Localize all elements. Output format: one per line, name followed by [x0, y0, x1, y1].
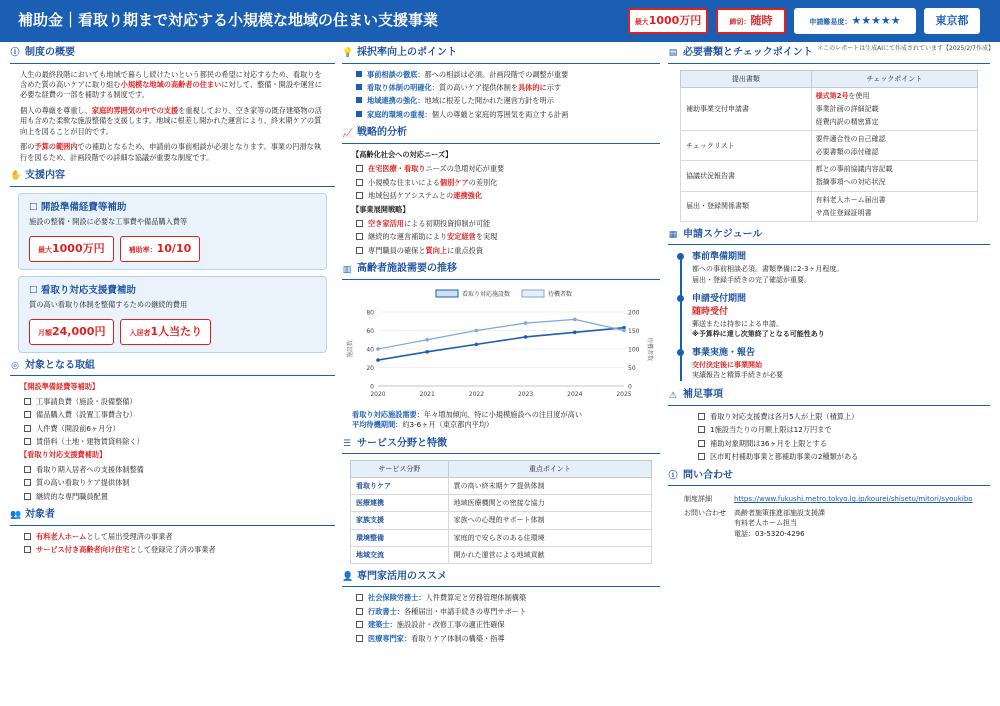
checkpoint-text: 経費内訳の精密算定	[815, 117, 879, 126]
checkpoint-cell	[811, 87, 977, 130]
data-point	[425, 338, 429, 342]
targets-title: 対象となる取組	[25, 359, 95, 371]
strategy-list	[342, 164, 660, 201]
data-point	[622, 328, 626, 332]
documents-table	[680, 70, 978, 222]
adoption-item	[356, 110, 646, 120]
field-name: 地域交流	[351, 546, 449, 563]
schedule-step-title: 申請受付期間	[692, 293, 747, 304]
checkbox-icon	[356, 179, 363, 186]
per-resident-pill: 入居者1人当たり	[120, 319, 211, 345]
checkpoint-text: 都との事前協議内容記載	[815, 165, 893, 174]
adoption-key: 看取り体制の明確化：	[367, 82, 439, 92]
checkbox-icon	[356, 621, 363, 628]
checkbox-icon	[698, 413, 705, 420]
contact-label: 制度詳細	[684, 495, 712, 504]
targets-group-title: 【開設準備経費等補助】	[20, 382, 100, 392]
list-icon: ☰	[342, 438, 352, 449]
document-icon: ▤	[668, 48, 678, 59]
strategy-text: による初期投資抑制が可能	[403, 218, 491, 228]
checkbox-icon	[356, 594, 363, 601]
schedule-step-desc: 実績報告と精算手続きが必要	[692, 371, 783, 380]
legend-label: 待機者数	[548, 290, 573, 298]
checkpoint-text: 要件適合性の自己確認	[815, 135, 886, 144]
schedule-step-title: 事前準備期間	[692, 252, 747, 263]
table-row	[351, 495, 652, 512]
table-header: チェックポイント	[811, 70, 977, 87]
checkpoint-highlight: 様式第2号	[815, 91, 849, 100]
demand-chart	[342, 286, 660, 404]
checkpoint-item	[816, 208, 973, 218]
info-icon: ⓘ	[10, 48, 20, 59]
schedule-timeline	[668, 251, 990, 380]
x-tick-label: 2021	[419, 390, 435, 398]
schedule-step-desc: 都への事前相談必須。書類準備に2-3ヶ月程度。	[692, 265, 844, 274]
checkbox-icon	[698, 453, 705, 460]
schedule-step-title: 事業実施・報告	[692, 348, 756, 359]
strategy-highlight: 在宅医療・看取り	[368, 164, 426, 174]
checkpoint-item	[816, 164, 973, 174]
fields-title: サービス分野と特徴	[357, 437, 447, 449]
square-bullet-icon	[356, 71, 362, 77]
adoption-title: 採択率向上のポイント	[357, 47, 457, 58]
support-card-desc: 質の高い看取り体制を整備するための継続的費用	[29, 300, 188, 310]
list-item-text: 区市町村補助事業と都補助事業の2種類がある	[710, 452, 859, 462]
overview-section	[10, 46, 335, 163]
list-item	[24, 397, 321, 407]
adoption-text: 質の高いケア提供体制を	[438, 82, 518, 92]
table-row	[351, 546, 652, 563]
supplement-list	[668, 412, 990, 463]
expert-desc: 人件費算定と労務管理体制構築	[425, 593, 527, 603]
checkpoint-item	[816, 117, 973, 127]
eligible-item: 有料老人ホームとして届出受理済の事業者	[24, 532, 321, 542]
checkbox-icon	[24, 411, 31, 418]
documents-section	[668, 46, 990, 222]
checkpoint-cell	[811, 161, 977, 191]
field-name: 医療連携	[351, 495, 449, 512]
checkbox-icon	[356, 635, 363, 642]
strategy-text: 小規模な住まいによる	[368, 177, 440, 187]
checkpoint-cell	[811, 131, 977, 161]
list-item-text: 1施設当たりの月額上限は12万円まで	[710, 425, 832, 435]
adoption-key: 家庭的環境の重視：	[367, 109, 432, 119]
square-bullet-icon	[356, 84, 362, 90]
experts-section	[342, 570, 660, 644]
expert-role: 行政書士：	[368, 606, 404, 616]
adoption-highlight: 具体的に	[517, 82, 547, 92]
targets-list	[10, 465, 335, 502]
y-tick-label-right: 150	[628, 327, 640, 335]
header-bar	[0, 0, 1000, 42]
adoption-text: 個人の尊厳と家庭的雰囲気を両立する計画	[431, 109, 569, 119]
y-tick-label-right: 0	[628, 383, 632, 391]
support-card-opening	[18, 193, 327, 270]
y-axis-label-right: 待機者数	[646, 336, 653, 361]
checkbox-icon	[356, 165, 363, 172]
demand-section	[342, 262, 660, 430]
y-tick-label-left: 20	[366, 364, 374, 372]
checkbox-icon	[356, 220, 363, 227]
strategy-highlight: 質向上	[425, 245, 448, 255]
schedule-step-desc: ※予算枠に達し次第終了となる可能性あり	[692, 329, 825, 338]
eligible-section	[10, 508, 335, 555]
table-row	[351, 478, 652, 495]
support-card-endoflife	[18, 276, 327, 353]
demand-caption-2: 平均待機期間：約3-6ヶ月（東京都内平均）	[352, 420, 494, 430]
targets-section	[10, 359, 335, 502]
supplement-section	[668, 388, 990, 462]
timeline-dot-icon	[677, 349, 684, 356]
checkbox-icon	[698, 440, 705, 447]
max-amount-badge: 最大1000万円	[628, 8, 708, 34]
expert-role: 医療専門家：	[368, 633, 412, 643]
strategy-text: に重点投資	[447, 245, 484, 255]
people-icon: 👥	[10, 510, 22, 521]
schedule-step	[692, 251, 990, 284]
adoption-item	[356, 96, 646, 106]
strategy-text: を実現	[475, 232, 498, 242]
support-card-title: ☐ 開設準備経費等補助	[29, 201, 127, 213]
strategy-text: 専門職員の確保と	[368, 245, 426, 255]
strategy-highlight: 安定経営	[447, 232, 476, 242]
document-name: チェックリスト	[681, 131, 812, 161]
list-item-text: 人件費（開設前6ヶ月分）	[36, 423, 120, 433]
support-title: 支援内容	[25, 170, 65, 181]
expert-desc: 各種届出・申請手続きの専門サポート	[403, 606, 527, 616]
list-item	[24, 478, 321, 488]
contact-title: 問い合わせ	[683, 469, 733, 481]
field-point: 家庭的で安らぎのある住環境	[448, 529, 651, 546]
support-card-desc: 施設の整備・開設に必要な工事費や備品購入費等	[29, 217, 188, 227]
region-badge: 東京都	[924, 8, 980, 34]
y-tick-label-left: 60	[366, 327, 374, 335]
adoption-text: 都への相談は必須。計画段階での調整が重要	[424, 69, 569, 79]
chart-icon: 📈	[342, 128, 354, 139]
field-point: 家族への心理的サポート体制	[448, 512, 651, 529]
column-right	[668, 46, 990, 547]
overview-title: 制度の概要	[25, 47, 75, 58]
strategy-item	[356, 232, 646, 242]
list-item	[24, 424, 321, 434]
y-tick-label-right: 50	[628, 364, 636, 372]
list-item	[698, 439, 976, 449]
strategy-title: 戦略的分析	[357, 127, 407, 139]
timeline-dot-icon	[677, 253, 684, 260]
strategy-group-title: 【高齢化社会への対応ニーズ】	[352, 149, 453, 159]
checkbox-icon	[24, 466, 31, 473]
checkbox-icon	[24, 479, 31, 486]
schedule-title: 申請スケジュール	[683, 228, 763, 240]
adoption-key: 地域連携の強化：	[367, 96, 425, 106]
table-header: 重点ポイント	[448, 461, 651, 478]
table-header: 提出書類	[681, 70, 812, 87]
targets-group-title: 【看取り対応支援費補助】	[20, 450, 107, 460]
generation-note: ＊このレポートは生成AIにて作成されています【2025/2/7作成】	[817, 45, 994, 52]
legend-label: 看取り対応施設数	[462, 290, 511, 298]
strategy-highlight: 連携強化	[453, 191, 483, 201]
adoption-key: 事前相談の徹底：	[367, 69, 425, 79]
overview-paragraph-2: 個人の尊厳を尊重し、家庭的雰囲気の中での支援を重視しており、空き家等の既存建築物の活用も含めた柔軟な施設整備を支援します。地域に根差し開かれた運営により、終末期ケアの質向上を図ることが目的です。	[20, 105, 322, 136]
subsidy-rate-pill: 補助率：10/10	[120, 236, 201, 262]
field-point: 地域医療機関との密接な協力	[448, 495, 651, 512]
difficulty-badge: 申請難易度：★★★★★	[794, 8, 916, 34]
schedule-step-desc: 郵送または持参による申請。	[692, 319, 783, 328]
checkpoint-item	[816, 177, 973, 187]
contact-table	[680, 492, 977, 541]
checkbox-icon	[356, 192, 363, 199]
series-line-1	[378, 319, 624, 349]
demand-caption-1: 看取り対応施設需要：年々増加傾向、特に小規模施設への注目度が高い	[352, 409, 583, 419]
checkbox-icon	[24, 438, 31, 445]
x-tick-label: 2020	[370, 390, 386, 398]
contact-label: お問い合わせ	[684, 509, 726, 518]
data-point	[376, 358, 380, 362]
field-name: 環境整備	[351, 529, 449, 546]
strategy-item	[356, 178, 646, 188]
timeline-dot-icon	[677, 295, 684, 302]
contact-section	[668, 469, 990, 541]
checkpoint-text: 指摘事項への対応状況	[815, 178, 886, 187]
checkpoint-text: サ高住登録証明書	[815, 208, 872, 217]
list-item	[698, 425, 976, 435]
expert-item	[356, 593, 646, 603]
table-row	[681, 131, 978, 161]
adoption-list	[342, 70, 660, 121]
schedule-step	[692, 347, 990, 380]
field-name: 家族支援	[351, 512, 449, 529]
checkbox-icon	[356, 608, 363, 615]
contact-phone: 電話：03-5320-4296	[734, 529, 805, 538]
bar-chart-icon: ▥	[342, 264, 352, 275]
y-axis-label-left: 施設数	[347, 339, 354, 358]
x-tick-label: 2022	[468, 390, 485, 398]
data-point	[524, 321, 528, 325]
strategy-list	[342, 219, 660, 256]
expert-desc: 看取りケア体制の構築・指導	[411, 633, 505, 643]
list-item-text: 看取り対応支援費は各月5人が上限（積算上）	[710, 411, 859, 421]
table-row	[351, 512, 652, 529]
supplement-title: 補足事項	[683, 389, 723, 401]
list-item-text: 継続的な専門職員配置	[36, 491, 108, 501]
checkpoint-text: 事業計画の詳細記載	[815, 104, 879, 113]
fields-table	[350, 460, 652, 564]
list-item	[24, 437, 321, 447]
data-point	[425, 350, 429, 354]
warning-icon: ⚠	[668, 390, 678, 401]
series-line-0	[378, 327, 624, 359]
expert-role: 建築士：	[368, 620, 397, 630]
column-left	[10, 46, 335, 562]
field-point: 質の高い終末期ケア提供体制	[448, 478, 651, 495]
checkpoint-item	[816, 195, 973, 205]
checkbox-icon	[24, 493, 31, 500]
column-middle	[342, 46, 660, 650]
data-point	[376, 347, 380, 351]
experts-list	[342, 593, 660, 644]
schedule-step-highlight: 交付決定後に事業開始	[692, 361, 762, 370]
strategy-item	[356, 219, 646, 229]
x-tick-label: 2025	[616, 390, 632, 398]
contact-url-link[interactable]: https://www.fukushi.metro.tokyo.lg.jp/kourei/shisetu/mitori/syoukibo	[734, 495, 973, 504]
list-item-text: 質の高い看取りケア提供体制	[36, 478, 130, 488]
expert-item	[356, 634, 646, 644]
adoption-text: 示す	[546, 82, 562, 92]
strategy-item	[356, 164, 646, 174]
table-row	[351, 529, 652, 546]
experts-title: 専門家活用のススメ	[357, 570, 447, 582]
overview-paragraph-3: 都の予算の範囲内での補助となるため、申請前の事前相談が必須となります。事業の円滑な執行を図るため、計画段階での詳細な協議が重要な制度です。	[20, 142, 322, 162]
document-name: 協議状況報告書	[681, 161, 812, 191]
strategy-text: の差別化	[468, 177, 498, 187]
target-icon: ◎	[11, 361, 19, 372]
checkbox-icon	[24, 546, 31, 553]
schedule-section	[668, 228, 990, 381]
y-tick-label-right: 200	[628, 309, 640, 317]
overview-paragraph-1: 人生の最終段階においても地域で暮らし続けたいという都民の希望に対応するため、看取りを含めた質の高いケアに取り組む小規模な地域の高齢者の住まいに対して、整備・開設や運営に必要な経費の一部を補助する制度です。	[20, 69, 322, 100]
data-point	[573, 330, 577, 334]
strategy-item	[356, 246, 646, 256]
schedule-step	[692, 293, 990, 339]
documents-title: 必要書類とチェックポイント	[683, 47, 813, 58]
data-point	[475, 342, 479, 346]
x-tick-label: 2023	[517, 390, 534, 398]
table-row	[681, 191, 978, 221]
list-item-text: 工事請負費（施設・設備整備）	[36, 396, 137, 406]
targets-list	[10, 397, 335, 448]
checkpoint-text: 有料老人ホーム届出書	[815, 195, 886, 204]
table-header: サービス分野	[351, 461, 449, 478]
table-row	[681, 87, 978, 130]
checkbox-icon	[698, 426, 705, 433]
strategy-highlight: 空き家活用	[368, 218, 404, 228]
expert-item	[356, 620, 646, 630]
field-name: 看取りケア	[351, 478, 449, 495]
support-card-title: ☐ 看取り対応支援費補助	[29, 284, 136, 296]
person-icon: 👤	[342, 572, 354, 583]
checkpoint-text: 必要書類の添付確認	[815, 148, 879, 157]
list-item	[698, 452, 976, 462]
page-title: 補助金｜看取り期まで対応する小規模な地域の住まい支援事業	[18, 11, 439, 29]
list-item	[698, 412, 976, 422]
info-icon: ⓘ	[668, 470, 678, 481]
checkbox-icon	[24, 425, 31, 432]
checkpoint-item	[816, 134, 973, 144]
strategy-text: ニーズの急増対応が重要	[425, 164, 505, 174]
square-bullet-icon	[356, 111, 362, 117]
x-tick-label: 2024	[567, 390, 583, 398]
strategy-section	[342, 126, 660, 256]
legend-swatch	[522, 290, 544, 297]
checkpoint-item	[816, 104, 973, 114]
list-item-text: 補助対象期間は36ヶ月を上限とする	[710, 438, 827, 448]
demand-title: 高齢者施設需要の推移	[357, 263, 457, 275]
data-point	[573, 317, 577, 321]
adoption-item	[356, 70, 646, 80]
checkpoint-cell	[811, 191, 977, 221]
document-name: 補助事業交付申請書	[681, 87, 812, 130]
adoption-text: 地域に根差した開かれた運営方針を明示	[424, 96, 554, 106]
strategy-group-title: 【事業展開戦略】	[352, 204, 410, 214]
eligible-title: 対象者	[25, 509, 55, 521]
y-tick-label-left: 80	[366, 309, 374, 317]
strategy-text: 地域包括ケアシステムとの	[368, 191, 454, 201]
contact-section-name: 有料老人ホーム担当	[734, 519, 797, 528]
monthly-amount-pill: 月額24,000円	[29, 319, 114, 345]
calendar-icon: ▦	[668, 230, 678, 241]
list-item-text: 備品購入費（設置工事費含む）	[36, 410, 137, 420]
strategy-highlight: 個別ケア	[439, 177, 469, 187]
expert-role: 社会保険労務士：	[368, 593, 426, 603]
expert-desc: 施設設計・改修工事の適正性確保	[396, 620, 505, 630]
checkpoint-text: を使用	[848, 91, 870, 100]
list-item	[24, 410, 321, 420]
square-bullet-icon	[356, 97, 362, 103]
handshake-icon: ✋	[10, 171, 22, 182]
expert-item	[356, 607, 646, 617]
document-name: 届出・登録関係書類	[681, 191, 812, 221]
strategy-item	[356, 191, 646, 201]
eligible-item: サービス付き高齢者向け住宅として登録完了済の事業者	[24, 545, 321, 555]
checkbox-icon	[24, 533, 31, 540]
y-tick-label-right: 100	[628, 346, 640, 354]
schedule-step-highlight: 随時受付	[692, 306, 729, 317]
checkpoint-item	[816, 147, 973, 157]
adoption-item	[356, 83, 646, 93]
list-item	[24, 492, 321, 502]
list-item	[24, 465, 321, 475]
checkbox-icon	[356, 247, 363, 254]
y-tick-label-left: 0	[370, 383, 374, 391]
list-item-text: 賃借料（土地・建物賃貸料除く）	[36, 437, 144, 447]
field-point: 開かれた運営による地域貢献	[448, 546, 651, 563]
lightbulb-icon: 💡	[342, 48, 354, 59]
list-item-text: 看取り期入居者への支援体制整備	[36, 464, 144, 474]
contact-department: 高齢者施策推進部施設支援課	[734, 509, 825, 518]
deadline-badge: 締切：随時	[716, 8, 786, 34]
data-point	[475, 328, 479, 332]
checkbox-icon	[24, 398, 31, 405]
strategy-text: 継続的な運営補助により	[368, 232, 448, 242]
checkpoint-item	[816, 91, 973, 101]
support-section	[10, 169, 335, 353]
data-point	[524, 335, 528, 339]
schedule-step-desc: 届出・登録手続きの完了確認が重要。	[692, 275, 811, 284]
table-row	[681, 161, 978, 191]
max-subsidy-pill: 最大1000万円	[29, 236, 114, 262]
legend-swatch	[436, 290, 458, 297]
adoption-section	[342, 46, 660, 120]
checkbox-icon	[356, 233, 363, 240]
fields-section	[342, 437, 660, 564]
y-tick-label-left: 40	[366, 346, 374, 354]
